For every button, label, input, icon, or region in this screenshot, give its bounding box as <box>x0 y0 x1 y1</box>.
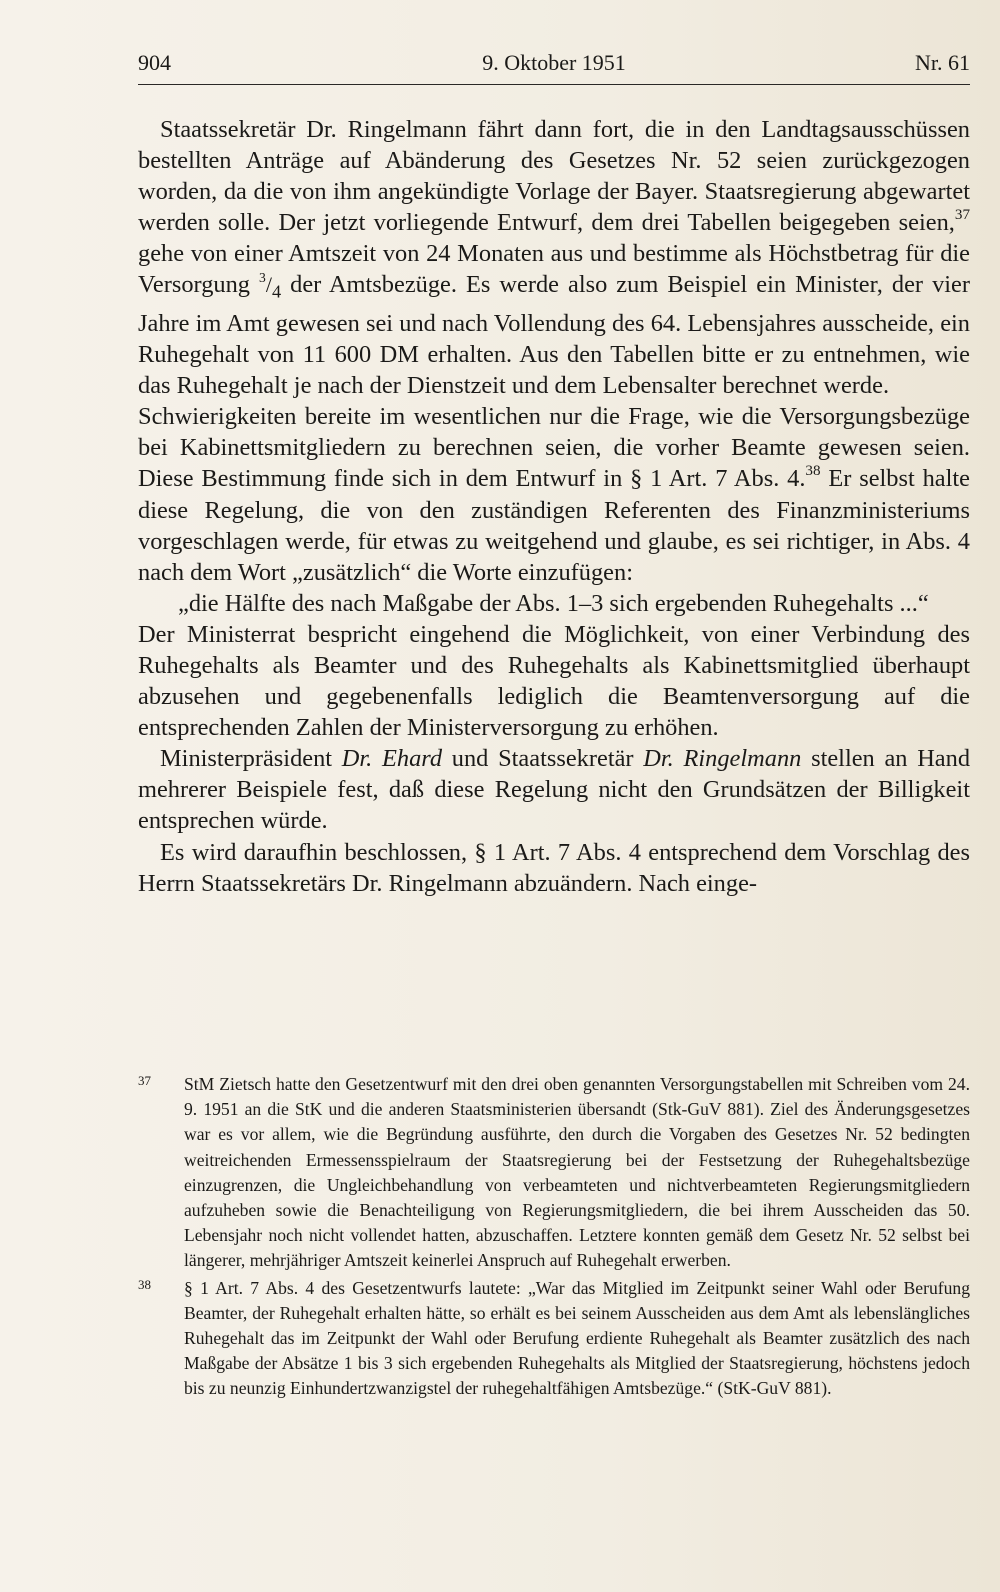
paragraph-text: Er selbst halte diese Regelung, die von den zuständigen Referenten des Finanzministeriums vorgeschlagen werde, für etwas zu weitgehend und glaube, es sei richtiger, in Abs. 4 nach dem Wort „zusätzlich“ die Worte einzufügen: <box>138 465 970 586</box>
paragraph: Der Ministerrat bespricht eingehend die Möglichkeit, von einer Verbindung des Ruhegehalts als Beamter und des Ruhegehalts als Kabinettsmitglied überhaupt abzusehen und gegebenenfalls lediglich die Beamtenversorgung auf die entsprechenden Zahlen der Ministerversorgung zu erhöhen. <box>138 620 970 742</box>
page-number: 904 <box>138 50 171 75</box>
paragraph-text: gehe von einer Amtszeit von 24 Monaten aus und bestimme als Höchstbetrag für die Versorgung <box>138 240 970 299</box>
footnote-reference: 37 <box>954 206 970 223</box>
footnote-reference: 38 <box>805 463 821 480</box>
paragraph-text: Ministerpräsident <box>160 745 342 773</box>
paragraph-text: stellen an Hand mehrerer Beispiele fest, daß diese Regelung nicht den Grundsätzen der Billigkeit entsprechen würde. <box>138 745 971 835</box>
fraction: $^3/_4$ <box>259 270 282 302</box>
issue-number: Nr. 61 <box>915 50 970 75</box>
header-date: 9. Oktober 1951 <box>482 50 626 75</box>
paragraph: Es wird daraufhin beschlossen, § 1 Art. 7 Abs. 4 entsprechend dem Vorschlag des Herrn Staatssekretärs Dr. Ringelmann abzuändern. Nach einge- <box>138 838 970 897</box>
person-name: Dr. Ehard <box>341 745 443 773</box>
paragraph-text: und Staatssekretär <box>442 745 644 773</box>
fraction-denominator: 4 <box>271 281 282 302</box>
fraction-numerator: 3 <box>259 270 266 286</box>
footnotes <box>138 1072 970 1402</box>
body-text <box>138 114 970 899</box>
footnote <box>138 1276 970 1402</box>
paragraph-text: Staatssekretär Dr. Ringelmann fährt dann fort, die in den Landtagsausschüssen bestellten Anträge auf Abänderung des Gesetzes Nr. 52 seien zurückgezogen worden, da die von ihm angekündigte Vorlage der Bayer. Staatsregierung abgewartet werden solle. Der jetzt vorliegende Entwurf, dem drei Tabellen beigegeben seien, <box>138 116 970 237</box>
paragraph-text: der Amtsbezüge. Es werde also zum Beispiel ein Minister, der vier Jahre im Amt gewesen sei und nach Vollendung des 64. Lebensjahres ausscheide, ein Ruhegehalt von 11 600 DM erhalten. Aus den Tabellen bitte er zu entnehmen, wie das Ruhegehalt je nach der Dienstzeit und dem Lebensalter berechnet werde. <box>138 271 970 400</box>
footnote-text: StM Zietsch hatte den Gesetzentwurf mit den drei oben genannten Versorgungstabellen mit Schreiben vom 24. 9. 1951 an die StK und die anderen Staatsministerien übersandt (Stk-GuV 881). Ziel des Änderungsgesetzes war es vor allem, wie die Begründung ausführte, den durch die Vorgaben des Gesetzes Nr. 52 bedingten weitreichenden Ermessensspielraum der Staatsregierung bei der Festsetzung der Ruhegehaltsbezüge einzugrenzen, die Ungleichbehandlung von verbeamteten und nichtverbeamteten Regierungsmitgliedern aufzuheben sowie die Benachteiligung von Regierungsmitgliedern, die bei ihrem Ausscheiden das 50. Lebensjahr noch nicht vollendet hatten, abzuschaffen. Letztere konnten gemäß dem Gesetz Nr. 52 selbst bei längerer, mehrjähriger Amtszeit keinerlei Anspruch auf Ruhegehalt erwerben. <box>184 1074 970 1271</box>
paragraph <box>138 743 970 836</box>
person-name: Dr. Ringelmann <box>643 745 802 773</box>
header-rule <box>138 84 970 85</box>
quotation: „die Hälfte des nach Maßgabe der Abs. 1–3 sich ergebenden Ruhegehalts ...“ <box>178 589 929 617</box>
paragraph <box>138 401 970 588</box>
footnote-mark: 38 <box>138 1276 151 1292</box>
running-head <box>138 50 970 84</box>
footnote-mark: 37 <box>138 1073 151 1088</box>
footnote-text: § 1 Art. 7 Abs. 4 des Gesetzentwurfs lautete: „War das Mitglied im Zeitpunkt seiner Wahl oder Berufung Beamter, der Ruhegehalt erhalten hätte, so erhält es bei seinem Ausscheiden aus dem Amt als lebenslängliches Ruhegehalt das im Zeitpunkt der Wahl oder Berufung erdiente Ruhegehalt als Beamter zusätzlich des nach Maßgabe der Absätze 1 bis 3 sich ergebenden Ruhegehalts als Mitglied der Staatsregierung, höchstens jedoch bis zu neunzig Einhundertzwanzigstel der ruhegehaltfähigen Amtsbezüge.“ (StK-GuV 881). <box>184 1277 970 1399</box>
footnote <box>138 1072 970 1274</box>
paragraph <box>138 114 970 401</box>
paragraph-text: Schwierigkeiten bereite im wesentlichen nur die Frage, wie die Versorgungsbezüge bei Kabinettsmitgliedern zu berechnen seien, die vorher Beamte gewesen seien. Diese Bestimmung finde sich in dem Entwurf in § 1 Art. 7 Abs. 4. <box>138 403 970 493</box>
